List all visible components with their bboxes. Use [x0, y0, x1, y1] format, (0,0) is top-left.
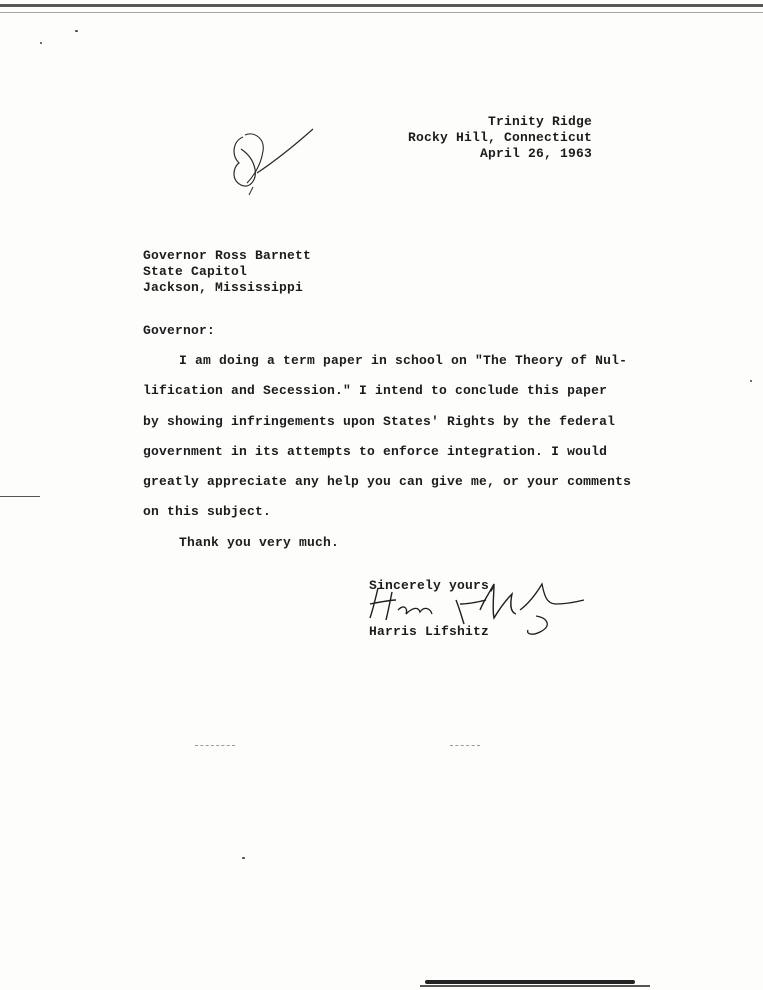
- scan-top-edge-line: [0, 12, 763, 13]
- sender-address-line1: Trinity Ridge: [487, 114, 592, 129]
- scan-speck-2: [40, 42, 42, 44]
- recipient-line2: State Capitol: [143, 264, 248, 279]
- scan-speck-1: [75, 30, 78, 32]
- scan-bottom-edge-line: [420, 985, 650, 987]
- scan-top-edge: [0, 4, 763, 7]
- scan-dashes-2: [450, 745, 480, 747]
- closing: Sincerely yours,: [369, 578, 498, 593]
- thanks-line: Thank you very much.: [179, 535, 340, 550]
- body-line-2: lification and Secession." I intend to conclude this paper: [143, 383, 608, 398]
- sender-address-line2: Rocky Hill, Connecticut: [407, 130, 592, 145]
- body-line-5: greatly appreciate any help you can give me, or your comments: [143, 474, 632, 489]
- body-line-3: by showing infringements upon States' Rights by the federal: [143, 414, 616, 429]
- scan-dashes-1: [195, 745, 235, 747]
- body-line-4: government in its attempts to enforce integration. I would: [143, 444, 608, 459]
- recipient-name: Governor Ross Barnett: [143, 248, 312, 263]
- body-line-6: on this subject.: [143, 504, 272, 519]
- letter-date: April 26, 1963: [479, 146, 592, 161]
- body-line-1: I am doing a term paper in school on "The Theory of Nul-: [179, 353, 628, 368]
- handwritten-initials-mark: [225, 125, 320, 200]
- signer-name: Harris Lifshitz: [369, 624, 490, 639]
- scan-speck-3: [242, 857, 245, 859]
- scan-left-mark: [0, 496, 40, 497]
- salutation: Governor:: [143, 323, 216, 338]
- recipient-line3: Jackson, Mississippi: [143, 280, 304, 295]
- scan-bottom-edge: [425, 980, 635, 984]
- scan-speck-4: [750, 380, 752, 382]
